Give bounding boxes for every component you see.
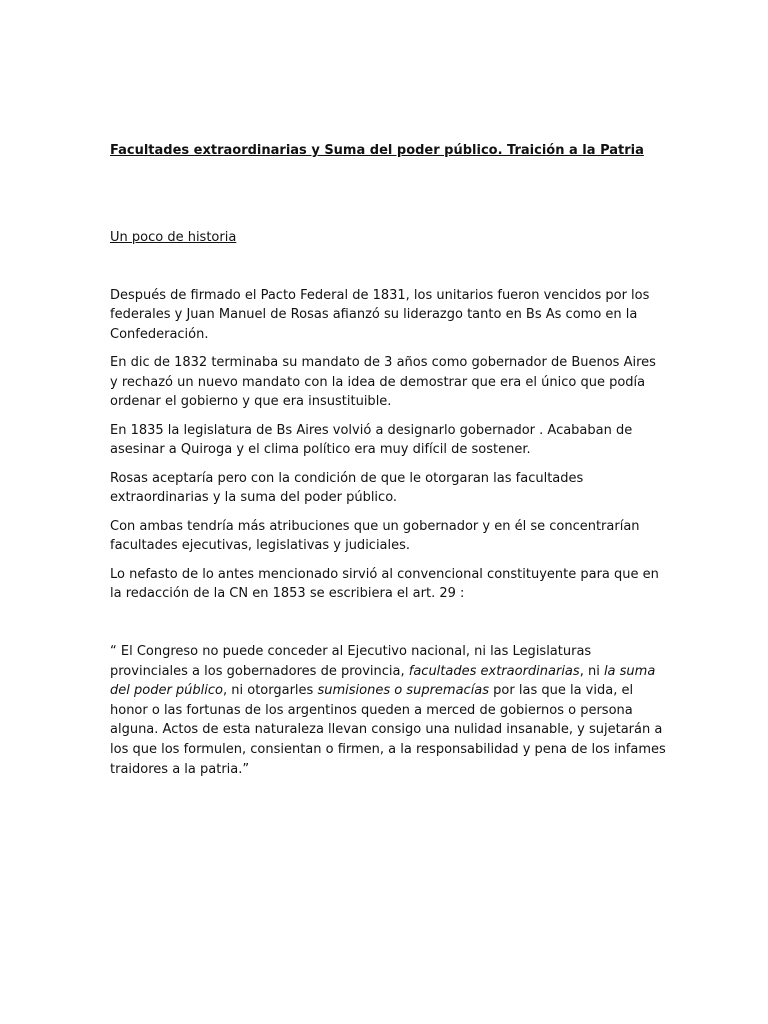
quote-text-part-2: , ni [579,663,604,679]
paragraph-art-29-intro: Lo nefasto de lo antes mencionado sirvió al convencional constituyente para que en la redacción de la CN en 1853 se escribiera el art. 29 : [110,567,659,602]
quote-text-part-1: “ El Congreso no puede conceder al Ejecutivo nacional, ni las Legislaturas provinciales a los gobernadores de provincia, [110,644,592,679]
quote-italic-suma: la suma del poder público [110,663,656,699]
article-29-quote [110,642,670,779]
quote-italic-sumisiones: sumisiones o supremacías [317,683,490,699]
document-page [110,0,666,1024]
document-body [110,286,662,613]
paragraph-mandato-1832: En dic de 1832 terminaba su mandato de 3 años como gobernador de Buenos Aires y rechazó un nuevo mandato con la idea de demostrar que era el único que podía ordenar el gobierno y que era insustituible. [110,355,656,409]
paragraph-legislatura-1835: En 1835 la legislatura de Bs Aires volvió a designarlo gobernador . Acababan de asesinar a Quiroga y el clima político era muy difícil de sostener. [110,422,633,458]
paragraph-pacto-federal: Después de firmado el Pacto Federal de 1831, los unitarios fueron vencidos por los federales y Juan Manuel de Rosas afianzó su liderazgo tanto en Bs As como en la Confederación. [110,288,650,342]
quote-text-part-3: , ni otorgarles [223,683,318,699]
quote-italic-facultades: facultades extraordinarias [408,663,580,679]
quote-text-part-4: por las que la vida, el honor o las fortunas de los argentinos queden a merced de gobiernos o persona alguna. Actos de esta naturaleza llevan consigo una nulidad insanable, y sujetarán a los que los formulen, consientan o firmen, a la responsabilidad y pena de los infames traidores a la patria.” [110,683,666,777]
paragraph-condicion-rosas: Rosas aceptaría pero con la condición de que le otorgaran las facultades extraordinarias y la suma del poder público. [110,470,584,506]
paragraph-atribuciones: Con ambas tendría más atribuciones que un gobernador y en él se concentrarían facultades ejecutivas, legislativas y judiciales. [110,518,640,554]
section-heading: Un poco de historia [110,230,237,245]
document-title: Facultades extraordinarias y Suma del poder público. Traición a la Patria [110,143,644,158]
